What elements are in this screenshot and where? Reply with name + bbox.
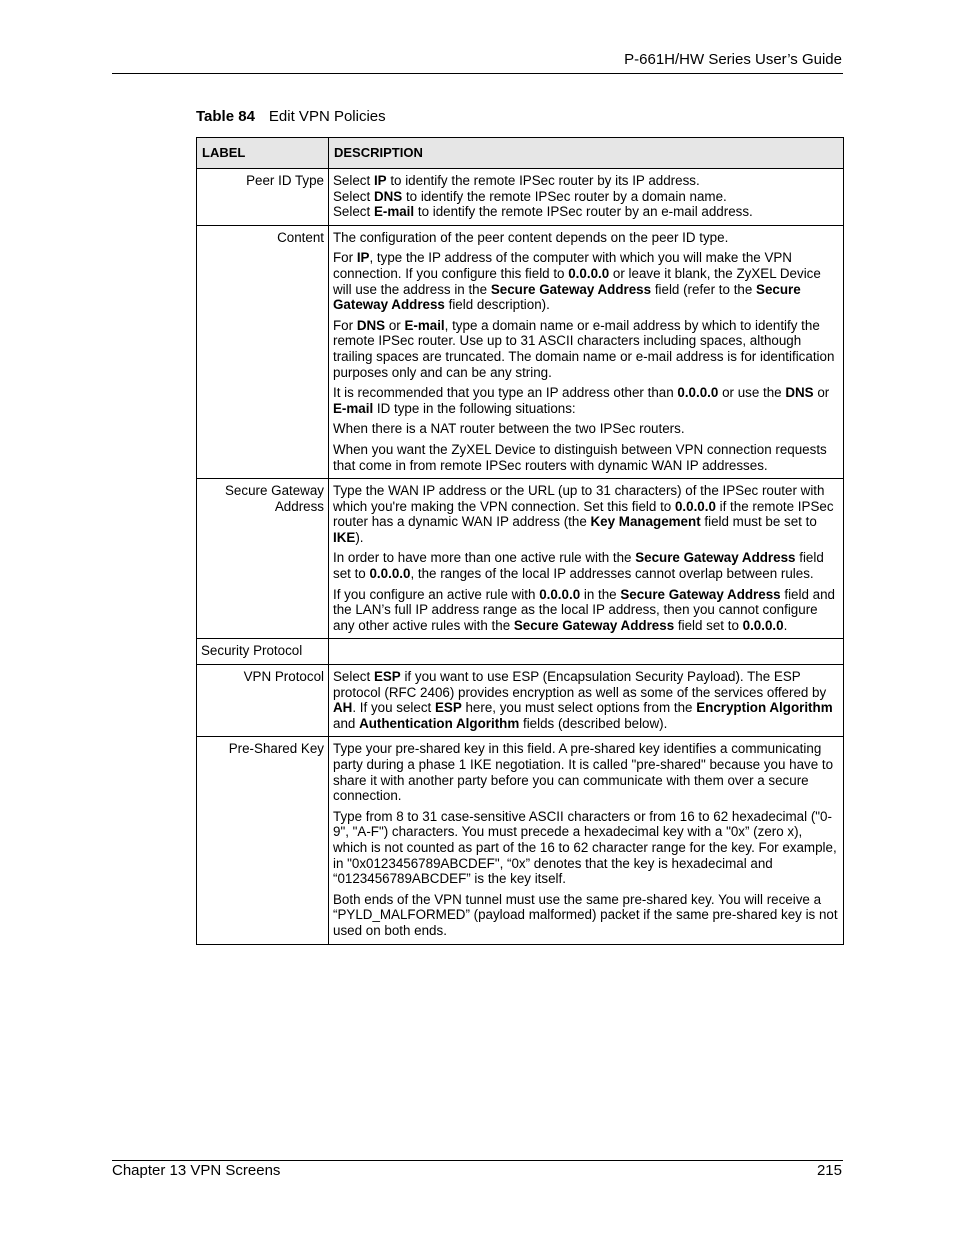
- table-row: [197, 479, 844, 639]
- row-description: [329, 479, 844, 639]
- table-row: [197, 639, 844, 665]
- description-paragraph: Type your pre-shared key in this field. A pre-shared key identifies a communicating party during a phase 1 IKE negotiation. It is called "pre-shared" because you have to share it with another party before you can communicate with them over a secure connection.: [333, 741, 834, 804]
- row-label: Security Protocol: [197, 639, 329, 665]
- table-title: Edit VPN Policies: [268, 108, 386, 125]
- description-paragraph: When there is a NAT router between the two IPSec routers.: [333, 421, 685, 437]
- row-description: [329, 737, 844, 944]
- row-label: Content: [197, 225, 329, 478]
- footer-page-number: 215: [816, 1162, 842, 1179]
- description-paragraph: Both ends of the VPN tunnel must use the same pre-shared key. You will receive a “PYLD_MALFORMED” (payload malformed) packet if the same pre-shared key is not used on both ends.: [333, 891, 838, 938]
- column-header-label: LABEL: [197, 138, 329, 169]
- header-divider: [112, 73, 843, 74]
- footer-divider: [112, 1160, 843, 1161]
- column-header-description: DESCRIPTION: [329, 138, 844, 169]
- description-paragraph: When you want the ZyXEL Device to distinguish between VPN connection requests that come in from remote IPSec routers with dynamic WAN IP addresses.: [333, 441, 827, 473]
- table-row: [197, 225, 844, 478]
- edit-vpn-policies-table: [196, 137, 844, 945]
- row-description: [329, 169, 844, 226]
- row-description: [329, 665, 844, 737]
- description-paragraph: The configuration of the peer content depends on the peer ID type.: [333, 229, 729, 245]
- row-description: [329, 639, 844, 665]
- description-paragraph: Type from 8 to 31 case-sensitive ASCII characters or from 16 to 62 hexadecimal ("0-9", "A-F") characters. You must precede a hexadecimal key with a "0x” (zero x), which is not counted as part of the 16 to 62 character range for the key. For example, in "0x0123456789ABCDEF", “0x” denotes that the key is hexadecimal and “0123456789ABCDEF” is the key itself.: [333, 808, 837, 887]
- description-paragraph: If you configure an active rule with 0.0.0.0 in the Secure Gateway Address field and the LAN’s full IP address range as the local IP address, then you cannot configure any other active rules with the Secure Gateway Address field set to 0.0.0.0.: [333, 586, 835, 633]
- description-paragraph: Type the WAN IP address or the URL (up to 31 characters) of the IPSec router with which you're making the VPN connection. Set this field to 0.0.0.0 if the remote IPSec router has a dynamic WAN IP address (the Key Management field must be set to IKE).: [333, 483, 834, 545]
- description-paragraph: Select IP to identify the remote IPSec router by its IP address. Select DNS to identify the remote IPSec router by a domain name. Select E-mail to identify the remote IPSec router by an e-mail address.: [333, 173, 753, 220]
- table-number: Table 84: [196, 108, 255, 125]
- row-label: VPN Protocol: [197, 665, 329, 737]
- table-row: [197, 665, 844, 737]
- description-paragraph: For IP, type the IP address of the computer with which you will make the VPN connection. If you configure this field to 0.0.0.0 or leave it blank, the ZyXEL Device will use the address in the Secure Gateway Address field (refer to the Secure Gateway Address field description).: [333, 250, 821, 313]
- table-row: [197, 169, 844, 226]
- description-paragraph: Select ESP if you want to use ESP (Encapsulation Security Payload). The ESP protocol (RFC 2406) provides encryption as well as some of the services offered by AH. If you select ESP here, you must select options from the Encryption Algorithm and Authentication Algorithm fields (described below).: [333, 669, 833, 731]
- row-description: [329, 225, 844, 478]
- description-paragraph: In order to have more than one active rule with the Secure Gateway Address field set to 0.0.0.0, the ranges of the local IP addresses cannot overlap between rules.: [333, 550, 824, 582]
- table-body: [197, 169, 844, 945]
- table-row: [197, 737, 844, 944]
- description-paragraph: It is recommended that you type an IP address other than 0.0.0.0 or use the DNS or E-mail ID type in the following situations:: [333, 385, 830, 416]
- table-header-row: [197, 138, 844, 169]
- row-label: Secure Gateway Address: [197, 479, 329, 639]
- table-caption: [196, 108, 386, 125]
- row-label: Pre-Shared Key: [197, 737, 329, 944]
- description-paragraph: For DNS or E-mail, type a domain name or e-mail address by which to identify the remote IPSec router. Use up to 31 ASCII characters including spaces, although trailing spaces are truncated. The domain name or e-mail address is for identification purposes only and can be any string.: [333, 317, 835, 380]
- page-header-title: P-661H/HW Series User’s Guide: [624, 51, 842, 68]
- row-label: Peer ID Type: [197, 169, 329, 226]
- footer-chapter: Chapter 13 VPN Screens: [112, 1162, 281, 1179]
